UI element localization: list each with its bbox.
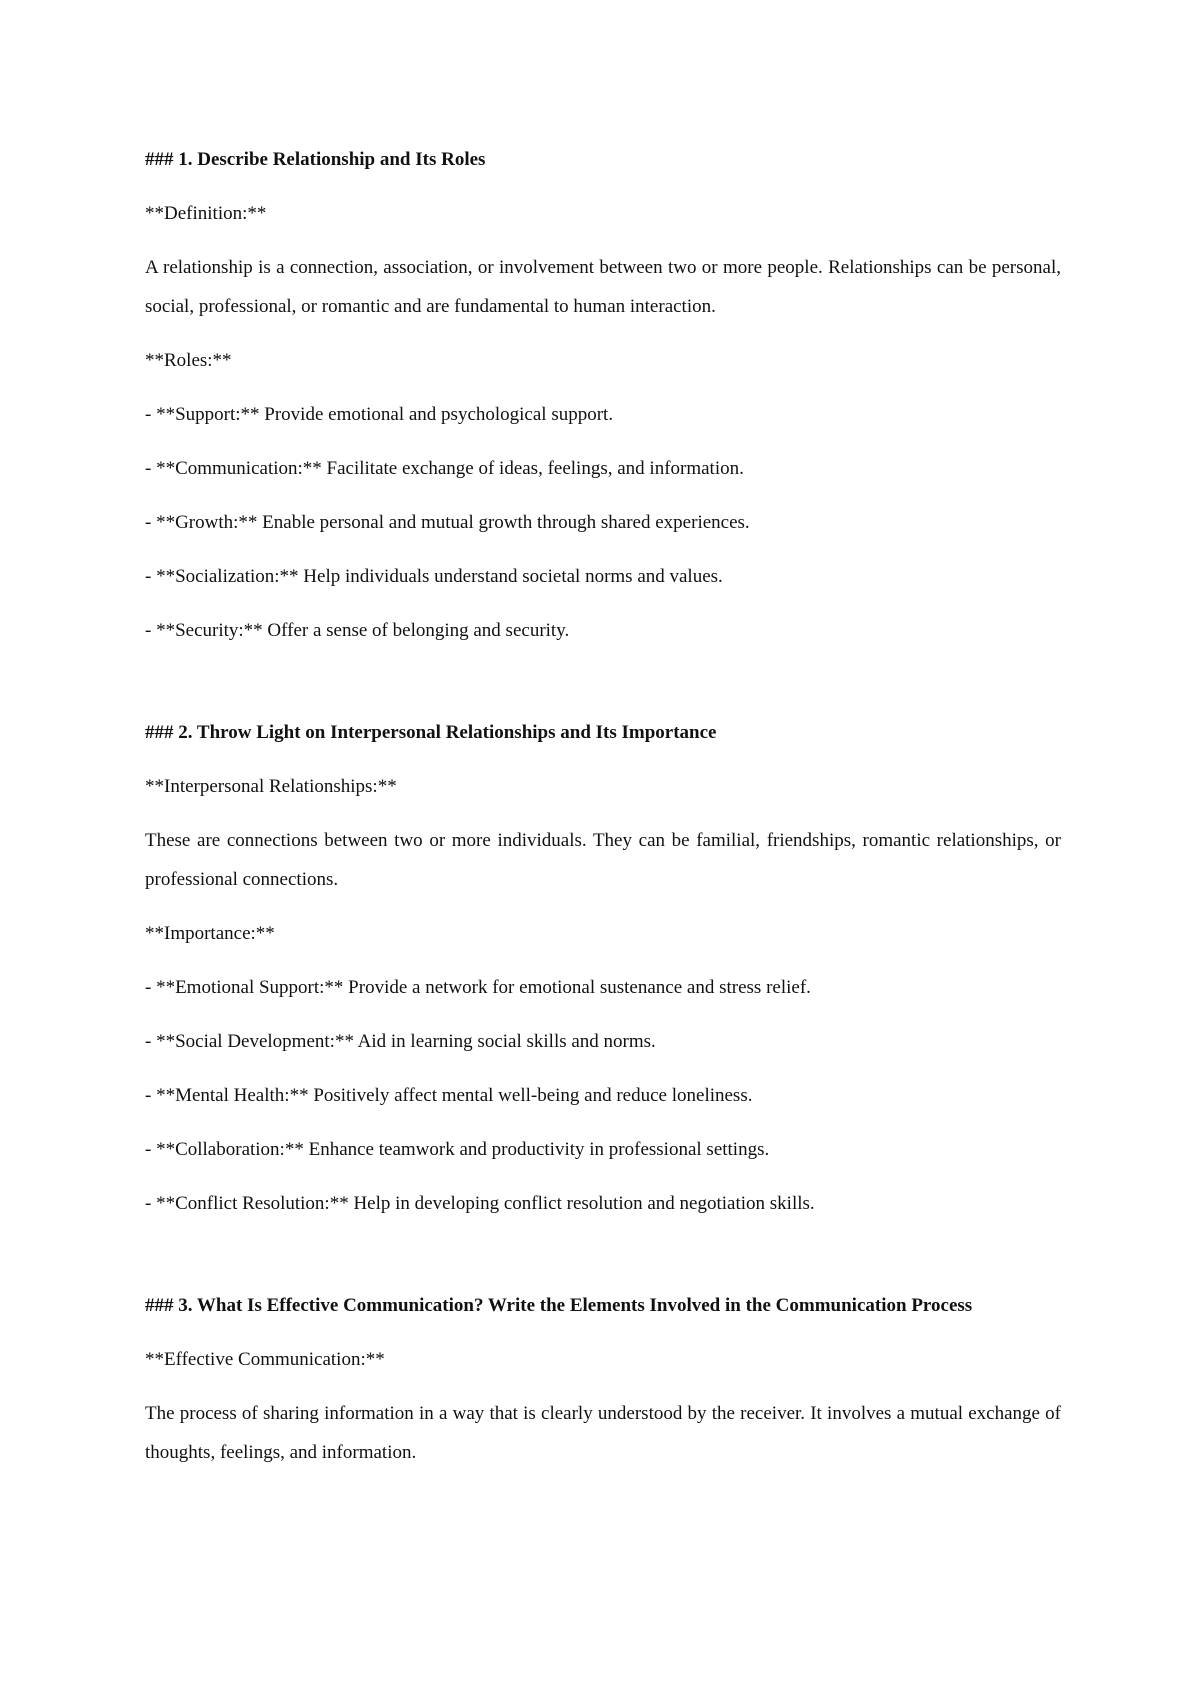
section-1 bbox=[145, 140, 1061, 650]
list-item: - **Security:** Offer a sense of belonging and security. bbox=[145, 620, 570, 641]
list-item: - **Social Development:** Aid in learning social skills and norms. bbox=[145, 1031, 656, 1052]
definition-label: **Definition:** bbox=[145, 203, 267, 224]
section-heading: ### 2. Throw Light on Interpersonal Relationships and Its Importance bbox=[145, 722, 717, 743]
list-item: - **Support:** Provide emotional and psychological support. bbox=[145, 404, 614, 425]
section-heading: ### 3. What Is Effective Communication? Write the Elements Involved in the Communication Process bbox=[145, 1295, 973, 1316]
section-spacer bbox=[145, 1238, 1061, 1286]
definition-text: The process of sharing information in a way that is clearly understood by the receiver. It involves a mutual exchange of thoughts, feelings, and information. bbox=[145, 1403, 1061, 1463]
list-item: - **Collaboration:** Enhance teamwork and productivity in professional settings. bbox=[145, 1139, 770, 1160]
list-item: - **Mental Health:** Positively affect mental well-being and reduce loneliness. bbox=[145, 1085, 753, 1106]
list-item: - **Emotional Support:** Provide a network for emotional sustenance and stress relief. bbox=[145, 977, 811, 998]
list-item: - **Conflict Resolution:** Help in developing conflict resolution and negotiation skills. bbox=[145, 1193, 815, 1214]
list-item: - **Growth:** Enable personal and mutual growth through shared experiences. bbox=[145, 512, 750, 533]
document-body bbox=[145, 140, 1061, 1487]
section-heading: ### 1. Describe Relationship and Its Roles bbox=[145, 149, 486, 170]
section-2 bbox=[145, 713, 1061, 1223]
definition-label: **Effective Communication:** bbox=[145, 1349, 385, 1370]
definition-text: These are connections between two or more individuals. They can be familial, friendships, romantic relationships, or professional connections. bbox=[145, 830, 1061, 890]
definition-label: **Interpersonal Relationships:** bbox=[145, 776, 397, 797]
section-spacer bbox=[145, 665, 1061, 713]
list-item: - **Communication:** Facilitate exchange of ideas, feelings, and information. bbox=[145, 458, 744, 479]
section-3 bbox=[145, 1286, 1061, 1472]
importance-label: **Importance:** bbox=[145, 923, 275, 944]
list-item: - **Socialization:** Help individuals understand societal norms and values. bbox=[145, 566, 723, 587]
roles-label: **Roles:** bbox=[145, 350, 232, 371]
definition-text: A relationship is a connection, association, or involvement between two or more people. Relationships can be personal, social, professional, or romantic and are fundamental to human interaction. bbox=[145, 257, 1061, 317]
